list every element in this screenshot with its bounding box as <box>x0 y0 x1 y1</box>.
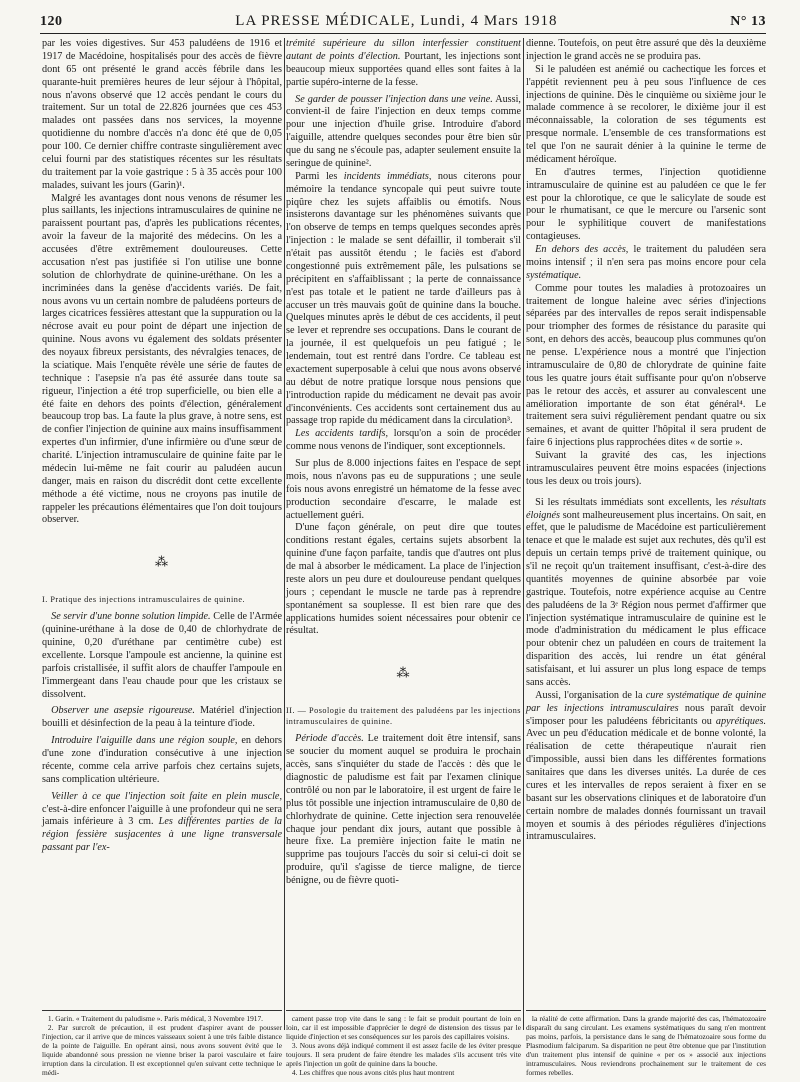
paragraph: Les accidents tardifs, lorsqu'on a soin de procéder comme nous venons de l'indiquer, sont exceptionnels. <box>286 428 521 453</box>
column-1 <box>42 38 282 855</box>
paragraph: D'une façon générale, on peut dire que toutes conditions restant égales, certains sujets absorbent la quinine d'une façon parfaite, tandis que d'autres ont plus de mal à absorber le médicament. La place de l'injection reste alors un peu dure et douloureuse pendant quelques jours ; cependant le muscle ne tarde pas à reprendre spontanément sa souplesse. Il est bien rare que des applications humides soient nécessaires pour obtenir ce résultat. <box>286 522 521 637</box>
paragraph: Parmi les incidents immédiats, nous citerons pour mémoire la tendance syncopale qui peut suivre toute piqûre chez les sujets affaiblis ou émotifs. Nous insisterons davantage sur les phénomènes suivants que l'on observe de temps en temps quelques secondes après l'injection : le malade se sent défaillir, il tomberait s'il n'était pas aussitôt étendu ; le faciès est d'abord congestionné puis extrêmement pâle, les pulsations se précipitent en s'affaiblissant ; la perte de connaissance n'est pas totale et le patient ne tarde d'ailleurs pas à accuser un très mauvais goût de quinine dans la bouche. Quelques minutes après le début de ces accidents, il peut se lever et reprendre ses occupations. Dans le courant de la journée, il est quelquefois un peu fatigué ; le lendemain, tout est rentré dans l'ordre. Ce tableau est exactement superposable à celui que nous avons observé au début de notre pratique lorsque nous pensions que l'introduction rapide du médicament ne devait pas avoir d'inconvénients. Ces accidents sont certainement dus au passage trop rapide du médicament dans la circulation³. <box>286 170 521 427</box>
footnote: 3. Nous avons déjà indiqué comment il est assez facile de les éviter presque toujours. Il sera prudent de faire étendre les malades s'ils accusent très vite après l'injection un goût de quinine dans la bouche. <box>286 1041 521 1069</box>
paragraph: En dehors des accès, le traitement du paludéen sera moins intensif ; il n'en sera pas moins encore pour cela systématique. <box>526 244 766 281</box>
paragraph: dienne. Toutefois, on peut être assuré que dès la deuxième injection le grand accès ne se produira pas. <box>526 38 766 62</box>
footnote: 2. Par surcroît de précaution, il est prudent d'aspirer avant de pousser l'injection, car il arrive que de minces vaisseaux soient à une très faible distance de la pointe de l'aiguille. En opérant ainsi, nous avons souvent évité que le liquide abandonné sous pression ne vienne briser la paroi vasculaire et faire irruption dans la circulation. Il est exceptionnel qu'en suivant cette technique le médi- <box>42 1023 282 1078</box>
column-divider-1 <box>284 38 285 1030</box>
paragraph: En d'autres termes, l'injection quotidienne intramusculaire de quinine est au paludéen ce que le fer est pour la chlorotique, ce que le salicylate de soude est pour le rhumatisant, ce que le mercure ou l'arsenic sont pour le syphilitique couvert de manifestations contagieuses. <box>526 166 766 243</box>
column-divider-2 <box>523 38 524 1030</box>
footnote-rule <box>526 1010 766 1011</box>
footnote: la réalité de cette affirmation. Dans la grande majorité des cas, l'hématozoaire disparaît du sang circulant. Les examens systématiques du sang n'en montrent pas moins, parfois, la persistance dans le sang de l'hématozoaire sous forme du Plasmodium falciparum. Sa disparition ne peut être obtenue que par l'institution d'un traitement plus intensif de quinine « per os » associé aux injections intramusculaires. Nous reviendrons prochainement sur le traitement de ces formes rebelles. <box>526 1014 766 1078</box>
section-title: II. — Posologie du traitement des paludéens par les injections intramusculaires de quinine. <box>286 706 521 727</box>
journal-title: LA PRESSE MÉDICALE, Lundi, 4 Mars 1918 <box>235 13 558 29</box>
paragraph: Observer une asepsie rigoureuse. Matériel d'injection bouilli et désinfection de la peau à la teinture d'iode. <box>42 705 282 730</box>
paragraph: Si les résultats immédiats sont excellents, les résultats éloignés sont malheureusement plus incertains. On sait, en effet, que le paludisme de Macédoine est particulièrement tenace et que le malade est sujet aux rechutes, dès qu'il est depuis un certain temps privé de traitement quinique, ou s'il ne reçoit qu'un traitement insuffisant, c'est-à-dire des quantités moyennes de quinine absorbée par voie gastrique. Toutefois, notre expérience acquise au Centre des paludéens de la 3ᵉ Région nous permet d'affirmer que l'injection systématique intramusculaire de quinine est le mode d'administration du médicament le plus efficace pour obtenir chez un paludéen en cours de traitement la disparition des accès, lui rendre un état général satisfaisant, et lui assurer un plus long espace de temps sans accès. <box>526 496 766 688</box>
footnote: 1. Garin. « Traitement du paludisme ». Paris médical, 3 Novembre 1917. <box>47 1014 264 1023</box>
paragraph: Se servir d'une bonne solution limpide. Celle de l'Armée (quinine-uréthane à la dose de 0,40 de chlorhydrate de quinine, 0,20 d'uréthane par centimètre cube) est excellente. Lorsque l'ampoule est ancienne, la quinine est parfois cristallisée, il suffit alors de chauffer l'ampoule en l'immergeant dans l'eau chaude pour que les cristaux se dissolvent. <box>42 611 282 700</box>
page-number: 120 <box>40 14 63 29</box>
paragraph: Sur plus de 8.000 injections faites en l'espace de sept mois, nous n'avons pas eu de suppurations ; une seule fois nous avons enregistré un hématome de la fesse avec production secondaire d'escarre, le malade est actuellement guéri. <box>286 458 521 521</box>
footnote-rule <box>286 1010 521 1011</box>
footnotes-column-2 <box>286 1014 521 1077</box>
page-header <box>40 8 766 30</box>
paragraph: Veiller à ce que l'injection soit faite en plein muscle, c'est-à-dire enfoncer l'aiguille à une profondeur qui ne sera jamais inférieure à 3 cm. Les différentes parties de la région fessière susjacentes à une ligne transversale passant par l'ex- <box>42 790 282 854</box>
paragraph: Comme pour toutes les maladies à protozoaires un traitement de longue haleine avec séries d'injections séparées par des intervalles de repos serait indispensable pour triompher des formes de résistance du parasite qui sont, en dehors des accès, beaucoup plus communes qu'on ne pense. L'expérience nous a montré que l'injection intramusculaire de 0,80 de chlorydrate de quinine faite tous les quatre jours était suffisante pour qu'on n'observe pas le retour des accès, et assurer au convalescent une amélioration importante de son état général⁴. Le traitement sera suivi régulièrement pendant quatre ou six semaines, et avant de quitter l'hôpital il sera prudent de faire 6 injections plus rapprochées dites « de sortie ». <box>526 282 766 449</box>
paragraph: Malgré les avantages dont nous venons de résumer les plus saillants, les injections intramusculaires de quinine ne paraissent pourtant pas, d'après les publications récentes, avoir la faveur de la majorité des médecins. On les a accusées d'être extrêmement douloureuses. Cette accusation n'est pas justifiée si l'on utilise une bonne solution de chlorhydrate de quinine-uréthane. On les a incriminées dans la genèse d'accidents variés. De fait, nous avons vu un certain nombre de paludéens porteurs de larges cicatrices fessières attestant que la suppuration ou la nécrose avait eu pour point de départ une injection de quinine. Nous avons vu également des soldats présenter des noyaux fibreux persistants, des névralgies tenaces, de la sciatique. Mais l'enquête révèle une série de fautes de technique : l'asepsie n'a pas été assurée dans toute sa rigueur, l'injection a été trop superficielle, ou bien elle a été faite en dehors des points d'élection, généralement beaucoup trop bas. La faute la plus grave, à notre sens, est de confier l'injection de quinine aux mains insuffisamment expertes d'un infirmier, d'une infirmière ou d'une sœur de charité. L'injection intramusculaire de quinine faite par le médecin lui-même ne fait courir au paludéen aucun danger, mais en raison du discrédit dont cette excellente méthode a été victime, nous ne croyons pas inutile de rappeler les précautions élémentaires que l'on doit toujours observer. <box>42 192 282 526</box>
section-title: I. Pratique des injections intramusculaires de quinine. <box>42 595 246 605</box>
paragraph: Suivant la gravité des cas, les injections intramusculaires peuvent être moins espacées (injections tous les deux ou trois jours). <box>526 450 766 487</box>
header-rule <box>40 33 766 34</box>
paragraph: trémité supérieure du sillon interfessier constituent autant de points d'élection. Pourtant, les injections sont beaucoup mieux supportées quand elles sont faites à la partie supéro-interne de la fesse. <box>286 38 522 88</box>
paragraph: Aussi, l'organisation de la cure systématique de quinine par les injections intramusculaires nous paraît devoir s'imposer pour les paludéens fébricitants ou apyrétiques. Avec un peu d'éducation médicale et de bonne volonté, la réalisation de cette thérapeutique n'aurait rien d'impossible, aussi bien dans les différentes formations sanitaires que dans les diverses unités. La durée de ces cures et les intervalles de repos seraient à fixer en se basant sur les observations cliniques et de laboratoire d'un certain nombre de malades donnés fournissant un travail moyen et soumis à des périodes régulières d'injections intramusculaires. <box>526 689 766 843</box>
footnotes-column-3 <box>526 1014 766 1077</box>
footnotes-column-1 <box>42 1014 282 1077</box>
paragraph: Si le paludéen est anémié ou cachectique les forces et l'appétit reviennent peu à peu sous l'influence de ces injections de quinine. Dès le cinquième ou sixième jour le malade commence à se recolorer, le dixième jour il est méconnaissable, la coloration de ses téguments est presque normale. L'ensemble de ces transformations est tel que l'on ne saurait dénier à la quinine le terme de médicament héroïque. <box>526 63 766 165</box>
paragraph: Période d'accès. Le traitement doit être intensif, sans se soucier du moment auquel se produira le prochain accès, sans s'inquiéter du stade de l'accès : dès que le diagnostic de paludisme est fait par l'examen clinique contrôlé ou non par le laboratoire, il est urgent de faire le plus tôt possible une injection intramusculaire de 0,80 de chlorhydrate de quinine. Cette injection sera renouvelée chaque jour pendant dix jours, autant que possible à heure fixe. La première injection faite le matin ne supprime pas toujours l'accès du soir si celui-ci doit se produire, qu'il s'agisse de tierce maligne, de tierce bénigne, ou de fièvre quoti- <box>286 733 521 886</box>
section-separator: ⁂ <box>396 665 411 681</box>
paragraph: Se garder de pousser l'injection dans une veine. Aussi, convient-il de faire l'injection en deux temps comme pour une injection d'huile grise. Introduire d'abord l'aiguille, attendre quelques secondes pour être bien sûr que du sang ne s'écoule pas, adapter seulement ensuite la seringue de quinine². <box>286 93 521 169</box>
column-3 <box>526 38 766 844</box>
footnote-rule <box>42 1010 282 1011</box>
column-2 <box>286 38 521 888</box>
paragraph: par les voies digestives. Sur 453 paludéens de 1916 et 1917 de Macédoine, hospitalisés pour des accès de fièvre dont 65 ont présenté le grand accès fébrile dans les quarante-huit premières heures de leur séjour à l'hôpital, nous n'avons observé que 12 accès pendant le cours du traitement. Sur un total de 22.826 journées que ces 453 malades ont passées dans nos services, la moyenne quotidienne du nombre d'accès n'a donc été que de 0,05 pour 100. Ce dernier chiffre contraste singulièrement avec celui fourni par des statistiques récentes sur les résultats du traitement par la voie gastrique : 5 à 35 accès pour 100 malades, suivant les jours (Garin)¹. <box>42 38 282 191</box>
footnote: 4. Les chiffres que nous avons cités plus haut montrent <box>291 1068 455 1078</box>
paragraph: Introduire l'aiguille dans une région souple, en dehors d'une zone d'induration consécutive à une injection récente, comme cela arrive parfois chez certains sujets, sans complication ultérieure. <box>42 735 282 785</box>
footnote: cament passe trop vite dans le sang : le fait se produit pourtant de loin en loin, car il est impossible d'apprécier le degré de distension des tissus par le liquide d'injection et ses conséquences sur les parois des capillaires voisins. <box>286 1014 521 1042</box>
issue-number: N° 13 <box>730 14 766 29</box>
section-separator: ⁂ <box>155 554 169 570</box>
